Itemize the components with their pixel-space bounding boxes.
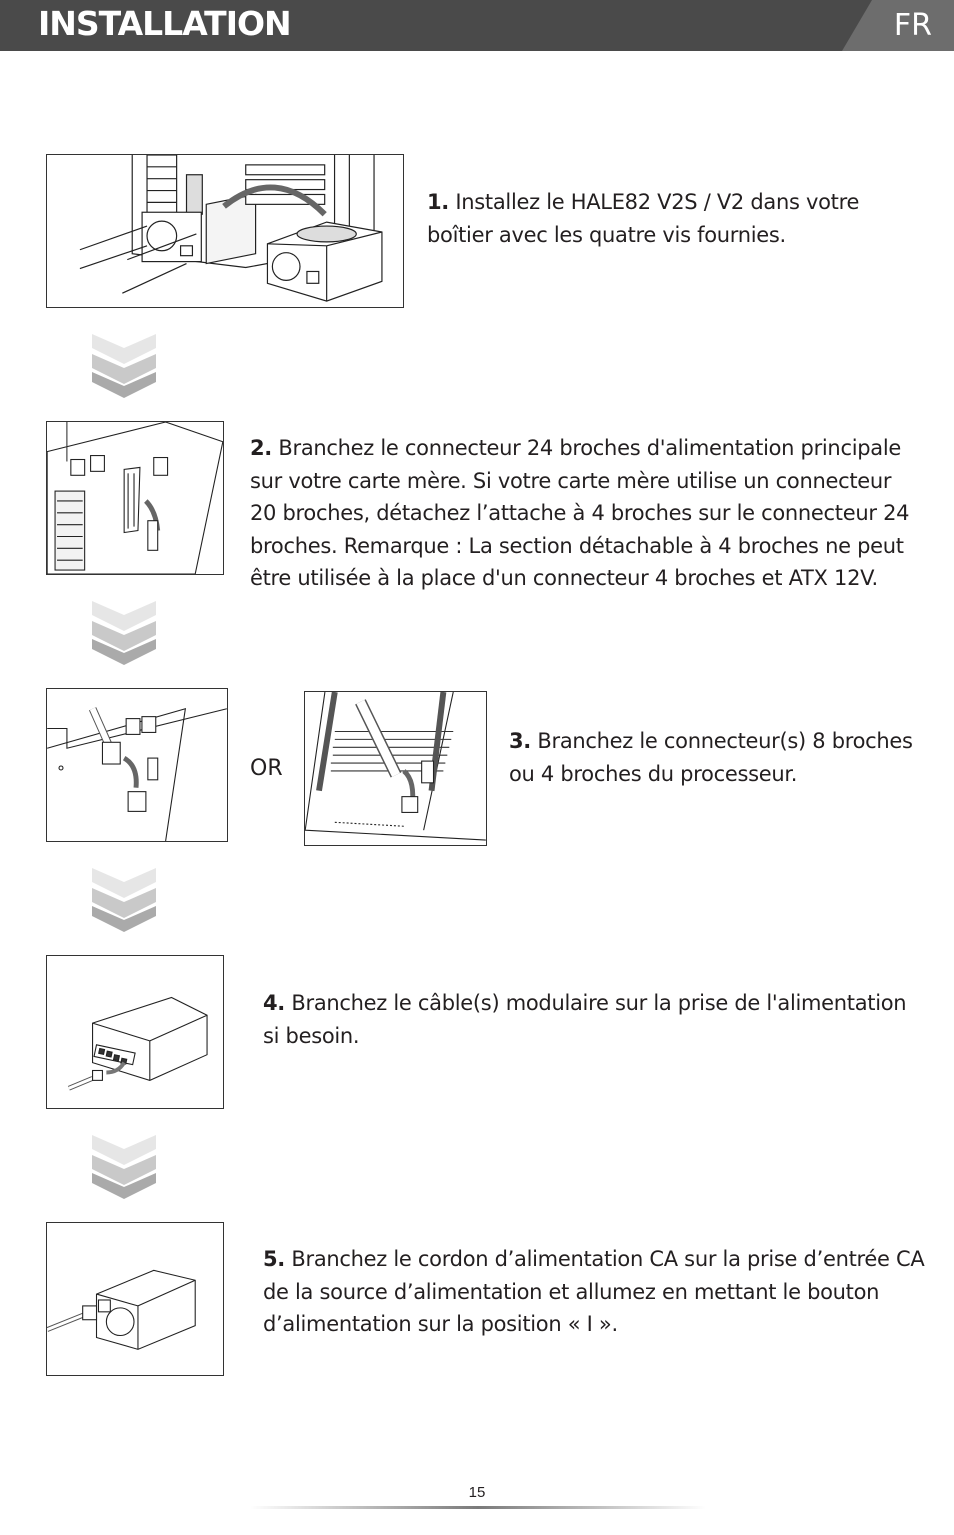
footer-divider [250,1506,706,1509]
step-instruction: Branchez le câble(s) modulaire sur la prise de l'alimentation si besoin. [263,991,907,1048]
step-3-illustration-a [46,688,228,842]
step-5-text [263,1243,928,1341]
step-number: 3. [509,729,531,753]
step-instruction: Installez le HALE82 V2S / V2 dans votre boîtier avec les quatre vis fournies. [427,190,860,247]
step-4-illustration [46,955,224,1109]
step-number: 5. [263,1247,285,1271]
modular-cable-psu-image [47,956,223,1108]
step-3-illustration-b [304,691,487,846]
page-number: 15 [468,1484,486,1501]
step-2-illustration [46,421,224,575]
language-label: FR [893,8,932,43]
cpu-8pin-connector-image [305,692,486,845]
or-label: OR [250,756,283,781]
page-header [0,0,954,51]
step-instruction: Branchez le connecteur(s) 8 broches ou 4 broches du processeur. [509,729,913,786]
ac-power-cord-image [47,1223,223,1375]
cpu-connector-image [47,689,227,841]
step-4-text [263,987,923,1052]
step-number: 1. [427,190,449,214]
step-number: 2. [250,436,272,460]
step-instruction: Branchez le cordon d’alimentation CA sur la prise d’entrée CA de la source d’alimentation et allumez en mettant le bouton d’alimentation sur la position « I ». [263,1247,925,1336]
step-instruction: Branchez le connecteur 24 broches d'alimentation principale sur votre carte mère. Si votre carte mère utilise un connecteur 20 broches, détachez l’attache à 4 broches sur le connecteur 24 broches. Remarque : La section détachable à 4 broches ne peut être utilisée à la place d'un connecteur 4 broches et ATX 12V. [250,436,910,590]
double-chevron-down-icon [92,868,156,932]
step-1-illustration [46,154,404,308]
step-3-text [509,725,919,790]
step-number: 4. [263,991,285,1015]
page-title: INSTALLATION [38,4,291,43]
double-chevron-down-icon [92,334,156,398]
psu-install-in-case-image [47,155,403,307]
motherboard-24pin-image [47,422,223,574]
step-2-text [250,432,920,595]
double-chevron-down-icon [92,601,156,665]
step-5-illustration [46,1222,224,1376]
step-1-text [427,186,897,251]
double-chevron-down-icon [92,1135,156,1199]
